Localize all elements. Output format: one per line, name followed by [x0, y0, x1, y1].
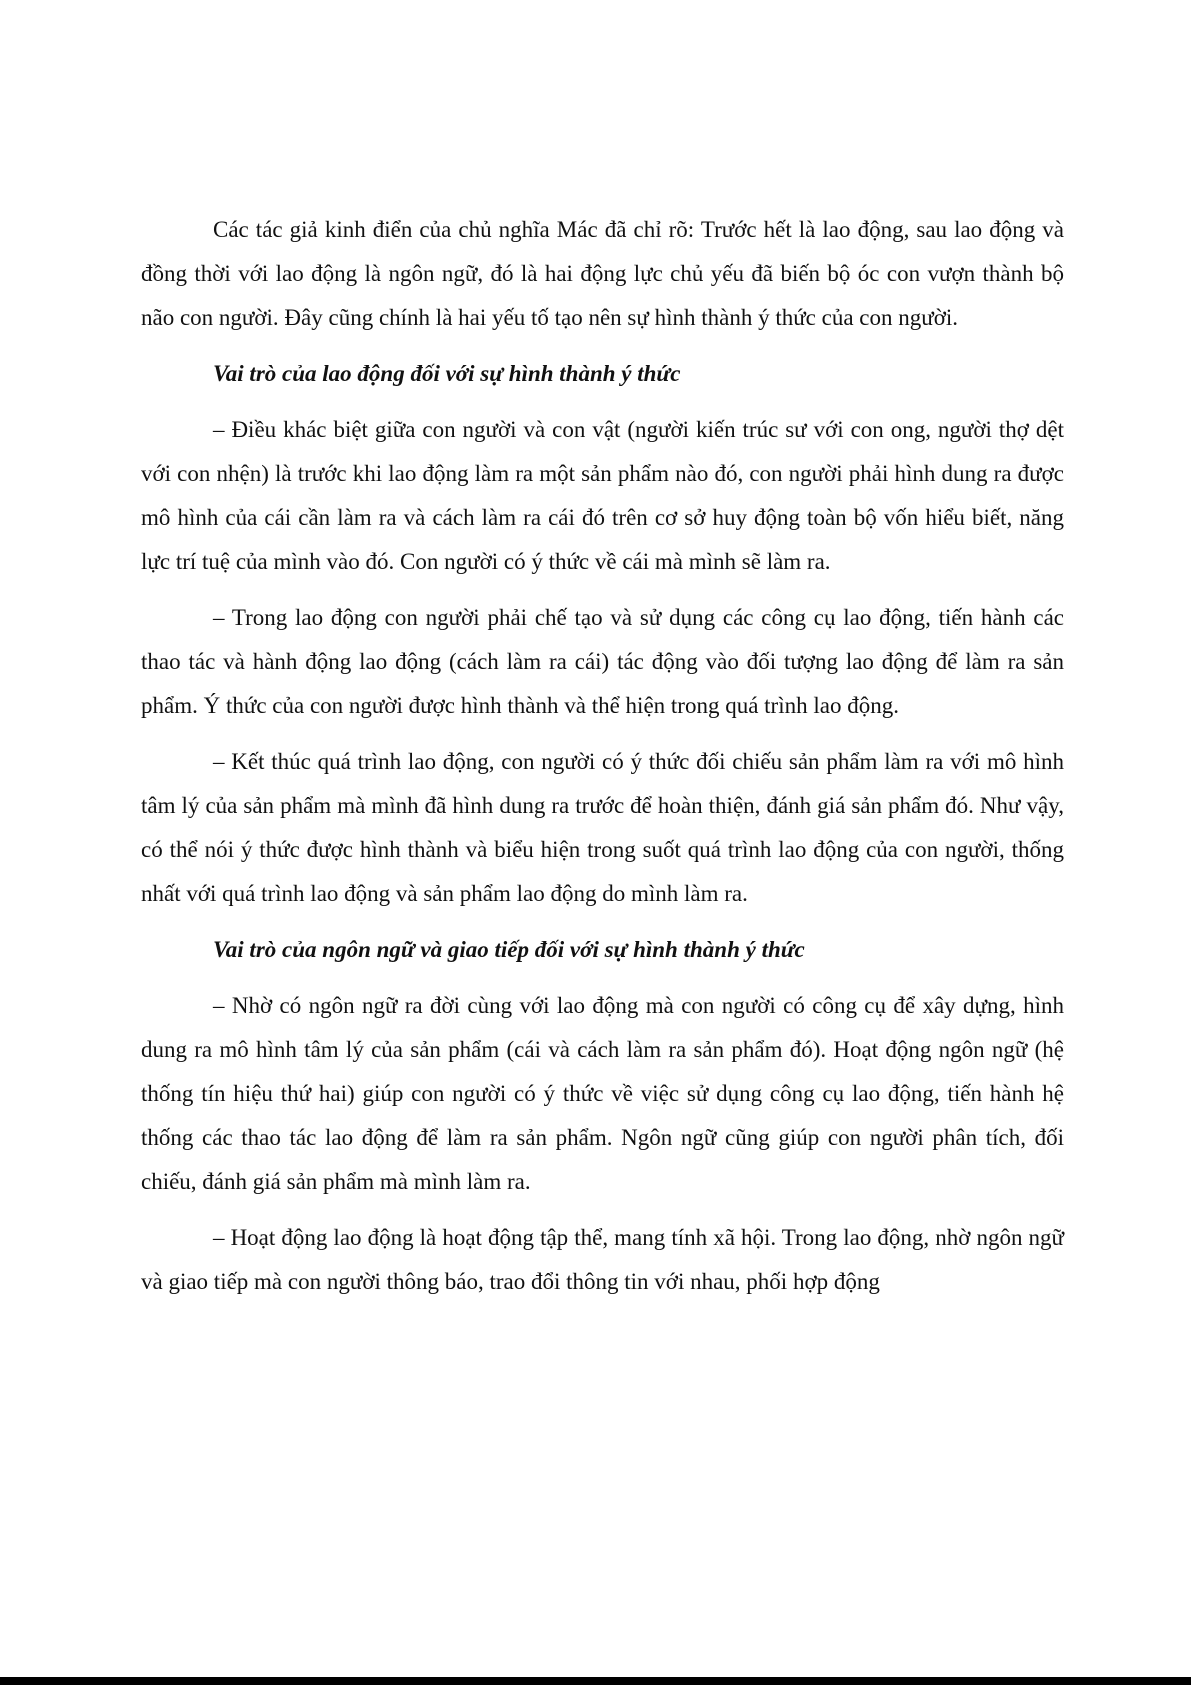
labor-paragraph-2: – Trong lao động con người phải chế tạo và sử dụng các công cụ lao động, tiến hành các thao tác và hành động lao động (cách làm ra cái) tác động vào đối tượng lao động để làm ra sản phẩm. Ý thức của con người được hình thành và thể hiện trong quá trình lao động.: [141, 605, 1064, 718]
labor-paragraph-3: – Kết thúc quá trình lao động, con người có ý thức đối chiếu sản phẩm làm ra với mô hình tâm lý của sản phẩm mà mình đã hình dung ra trước để hoàn thiện, đánh giá sản phẩm đó. Như vậy, có thể nói ý thức được hình thành và biểu hiện trong suốt quá trình lao động của con người, thống nhất với quá trình lao động và sản phẩm lao động do mình làm ra.: [141, 749, 1064, 906]
section-heading-language: Vai trò của ngôn ngữ và giao tiếp đối với sự hình thành ý thức: [213, 937, 805, 962]
language-paragraph-1: – Nhờ có ngôn ngữ ra đời cùng với lao động mà con người có công cụ để xây dựng, hình dung ra mô hình tâm lý của sản phẩm (cái và cách làm ra sản phẩm đó). Hoạt động ngôn ngữ (hệ thống tín hiệu thứ hai) giúp con người có ý thức về việc sử dụng công cụ lao động, tiến hành hệ thống các thao tác lao động để làm ra sản phẩm. Ngôn ngữ cũng giúp con người phân tích, đối chiếu, đánh giá sản phẩm mà mình làm ra.: [141, 993, 1064, 1194]
intro-paragraph: Các tác giả kinh điển của chủ nghĩa Mác đã chỉ rõ: Trước hết là lao động, sau lao động và đồng thời với lao động là ngôn ngữ, đó là hai động lực chủ yếu đã biến bộ óc con vượn thành bộ não con người. Đây cũng chính là hai yếu tố tạo nên sự hình thành ý thức của con người.: [141, 217, 1064, 330]
document-body: [141, 208, 1064, 1304]
language-paragraph-2: – Hoạt động lao động là hoạt động tập thể, mang tính xã hội. Trong lao động, nhờ ngôn ngữ và giao tiếp mà con người thông báo, trao đổi thông tin với nhau, phối hợp động: [141, 1225, 1064, 1294]
section-heading-labor: Vai trò của lao động đối với sự hình thành ý thức: [213, 361, 681, 386]
labor-paragraph-1: – Điều khác biệt giữa con người và con vật (người kiến trúc sư với con ong, người thợ dệt với con nhện) là trước khi lao động làm ra một sản phẩm nào đó, con người phải hình dung ra được mô hình của cái cần làm ra và cách làm ra cái đó trên cơ sở huy động toàn bộ vốn hiểu biết, năng lực trí tuệ của mình vào đó. Con người có ý thức về cái mà mình sẽ làm ra.: [141, 417, 1064, 574]
bottom-border: [0, 1677, 1191, 1685]
